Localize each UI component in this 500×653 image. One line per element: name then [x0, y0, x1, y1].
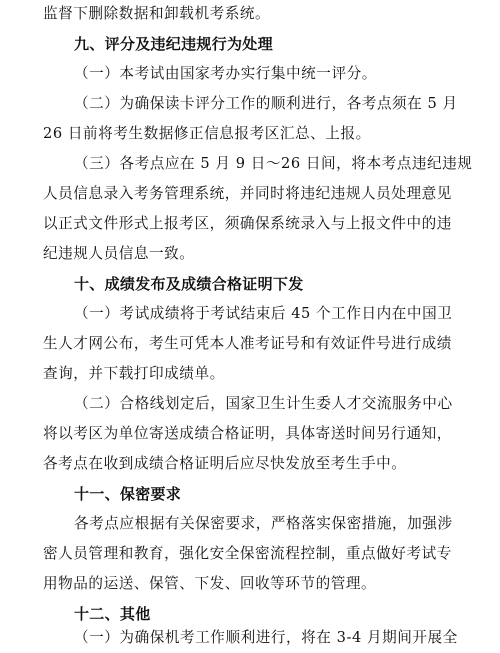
text-line: 人员信息录入考务管理系统，并同时将违纪违规人员处理意见	[43, 185, 452, 202]
section-heading: 十一、保密要求	[74, 485, 182, 503]
section-heading: 十二、其他	[74, 605, 151, 623]
text-line: （一）本考试由国家考办实行集中统一评分。	[74, 65, 377, 82]
text-line: 各考点在收到成绩合格证明后应尽快发放至考生手中。	[43, 455, 407, 472]
text-line: 密人员管理和教育，强化安全保密流程控制，重点做好考试专	[43, 545, 452, 562]
text-line: （三）各考点应在 5 月 9 日～26 日间，将本考点违纪违规	[74, 155, 473, 172]
text-line: 各考点应根据有关保密要求，严格落实保密措施，加强涉	[74, 515, 453, 532]
text-line: 将以考区为单位寄送成绩合格证明，具体寄送时间另行通知，	[43, 425, 452, 442]
section-heading: 十、成绩发布及成绩合格证明下发	[74, 275, 304, 293]
section-heading: 九、评分及违纪违规行为处理	[74, 35, 273, 53]
text-line: （一）考试成绩将于考试结束后 45 个工作日内在中国卫	[74, 305, 453, 322]
text-line: 监督下删除数据和卸载机考系统。	[43, 5, 271, 22]
text-line: 用物品的运送、保管、下发、回收等环节的管理。	[43, 575, 377, 592]
text-line: 以正式文件形式上报考区，须确保系统录入与上报文件中的违	[43, 215, 452, 232]
text-line: 26 日前将考生数据修正信息报考区汇总、上报。	[43, 125, 371, 142]
text-line: （一）为确保机考工作顺利进行，将在 3-4 月期间开展全	[74, 629, 458, 646]
text-line: 生人才网公布，考生可凭本人准考证号和有效证件号进行成绩	[43, 335, 452, 352]
text-line: 查询，并下载打印成绩单。	[43, 365, 225, 382]
text-line: 纪违规人员信息一致。	[43, 245, 195, 262]
text-line: （二）为确保读卡评分工作的顺利进行，各考点须在 5 月	[74, 95, 458, 112]
text-line: （二）合格线划定后，国家卫生计生委人才交流服务中心	[74, 395, 453, 412]
